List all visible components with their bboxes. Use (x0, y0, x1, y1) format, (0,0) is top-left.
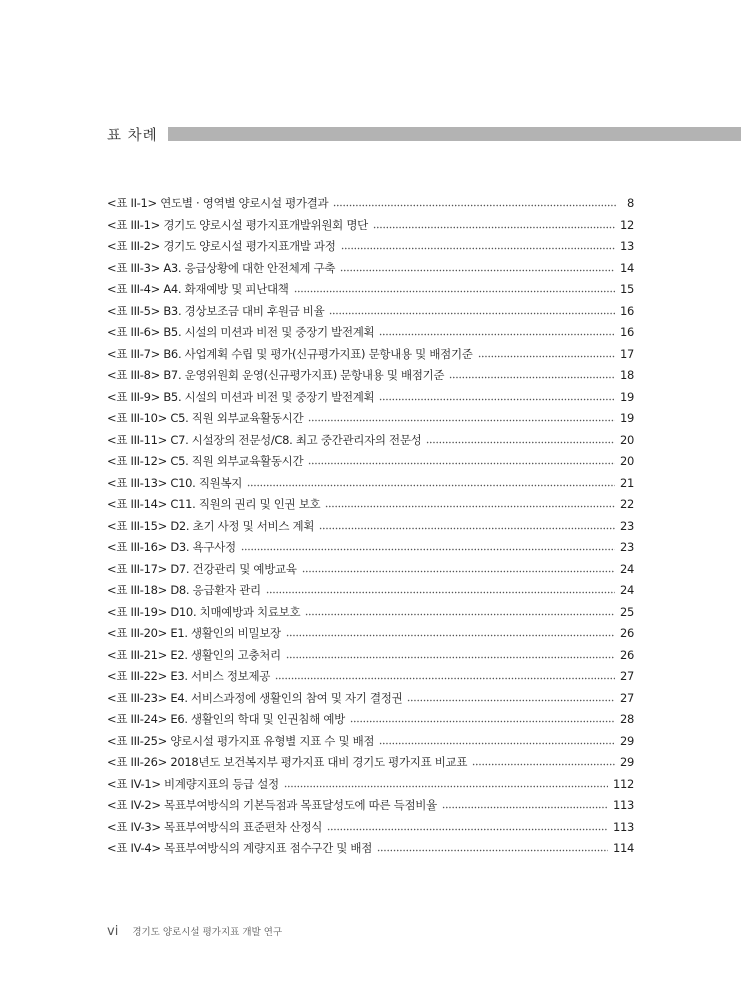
toc-entry[interactable] (107, 387, 634, 409)
toc-entry-label: <표 III-19> D10. 치매예방과 치료보호 (107, 604, 301, 619)
toc-dot-leader (294, 290, 615, 293)
toc-entry[interactable] (107, 408, 634, 430)
toc-entry-label: <표 III-1> 경기도 양로시설 평가지표개발위원회 명단 (107, 217, 368, 232)
toc-dot-leader (327, 828, 608, 831)
toc-entry[interactable] (107, 817, 634, 839)
toc-entry-label: <표 III-8> B7. 운영위원회 운영(신규평가지표) 문항내용 및 배점기준 (107, 368, 445, 382)
footer-document-title: 경기도 양로시설 평가지표 개발 연구 (132, 927, 283, 938)
page-header (107, 124, 741, 144)
toc-entry[interactable] (107, 473, 634, 495)
toc-entry-label: <표 III-16> D3. 욕구사정 (107, 540, 236, 554)
toc-entry-page-number: 24 (619, 583, 634, 597)
toc-entry[interactable] (107, 451, 634, 473)
toc-entry-page-number: 112 (612, 776, 634, 791)
toc-entry-page-number: 29 (619, 755, 634, 769)
toc-entry[interactable] (107, 795, 634, 817)
toc-entry[interactable] (107, 645, 634, 667)
toc-entry-label: <표 III-25> 양로시설 평가지표 유형별 지표 수 및 배점 (107, 733, 375, 748)
toc-entry[interactable] (107, 344, 634, 366)
toc-entry-page-number: 25 (619, 604, 634, 619)
toc-entry-label: <표 III-15> D2. 초기 사정 및 서비스 계획 (107, 518, 315, 533)
toc-entry-page-number: 17 (619, 346, 634, 361)
toc-entry-page-number: 15 (619, 282, 634, 296)
toc-entry-page-number: 27 (619, 690, 634, 705)
toc-dot-leader (319, 527, 615, 530)
toc-dot-leader (341, 247, 615, 250)
toc-entry-label: <표 III-24> E6. 생활인의 학대 및 인권침해 예방 (107, 712, 345, 726)
toc-entry-label: <표 III-10> C5. 직원 외부교육활동시간 (107, 411, 304, 425)
toc-entry-label: <표 III-6> B5. 시설의 미션과 비전 및 중장기 발전계획 (107, 325, 375, 339)
page-title: 표 차례 (107, 127, 158, 144)
toc-dot-leader (377, 849, 608, 852)
toc-entry-label: <표 III-20> E1. 생활인의 비밀보장 (107, 626, 281, 640)
title-rule-bar (168, 127, 741, 141)
toc-entry-label: <표 III-2> 경기도 양로시설 평가지표개발 과정 (107, 239, 336, 253)
toc-entry-page-number: 114 (612, 841, 634, 855)
toc-entry[interactable] (107, 258, 634, 280)
toc-dot-leader (308, 419, 615, 422)
toc-entry-page-number: 16 (619, 303, 634, 318)
toc-entry-page-number: 26 (619, 626, 634, 640)
toc-entry-label: <표 III-9> B5. 시설의 미션과 비전 및 중장기 발전계획 (107, 389, 375, 404)
toc-entry-label: <표 IV-4> 목표부여방식의 계량지표 점수구간 및 배점 (107, 841, 373, 855)
toc-entry-page-number: 23 (619, 518, 634, 533)
toc-entry-page-number: 28 (619, 712, 634, 726)
toc-entry[interactable] (107, 838, 634, 860)
toc-entry[interactable] (107, 623, 634, 645)
page-footer (107, 924, 282, 939)
toc-entry-page-number: 23 (619, 540, 634, 554)
toc-entry-page-number: 26 (619, 647, 634, 662)
toc-dot-leader (449, 376, 615, 379)
toc-entry-page-number: 12 (619, 217, 634, 232)
toc-entry-label: <표 III-26> 2018년도 보건복지부 평가지표 대비 경기도 평가지표 비교표 (107, 755, 468, 769)
toc-dot-leader (302, 570, 615, 573)
toc-entry[interactable] (107, 731, 634, 753)
toc-entry-label: <표 III-3> A3. 응급상황에 대한 안전체계 구축 (107, 260, 336, 275)
toc-dot-leader (305, 613, 615, 616)
toc-entry-page-number: 27 (619, 669, 634, 683)
toc-entry-page-number: 29 (619, 733, 634, 748)
toc-dot-leader (275, 677, 615, 680)
toc-dot-leader (379, 742, 615, 745)
toc-entry-label: <표 III-11> C7. 시설장의 전문성/C8. 최고 중간관리자의 전문성 (107, 432, 422, 447)
toc-entry-label: <표 III-18> D8. 응급환자 관리 (107, 583, 261, 597)
toc-entry-label: <표 III-14> C11. 직원의 권리 및 인권 보호 (107, 497, 321, 511)
toc-dot-leader (426, 441, 614, 444)
toc-dot-leader (340, 269, 615, 272)
toc-dot-leader (350, 720, 615, 723)
toc-entry[interactable] (107, 215, 634, 237)
footer-page-number: vi (107, 924, 119, 939)
toc-entry-label: <표 IV-1> 비계량지표의 등급 설정 (107, 776, 279, 791)
toc-dot-leader (373, 226, 615, 229)
toc-entry-page-number: 24 (619, 561, 634, 576)
toc-entry[interactable] (107, 580, 634, 602)
toc-entry-page-number: 19 (619, 389, 634, 404)
toc-entry[interactable] (107, 322, 634, 344)
toc-entry-page-number: 14 (619, 260, 634, 275)
toc-entry-page-number: 113 (612, 798, 634, 812)
toc-entry[interactable] (107, 516, 634, 538)
toc-entry-label: <표 IV-2> 목표부여방식의 기본득점과 목표달성도에 따른 득점비율 (107, 798, 437, 812)
toc-dot-leader (379, 333, 615, 336)
toc-entry[interactable] (107, 666, 634, 688)
toc-dot-leader (266, 591, 615, 594)
toc-entry-page-number: 21 (619, 475, 634, 490)
toc-dot-leader (478, 355, 615, 358)
toc-entry[interactable] (107, 559, 634, 581)
toc-dot-leader (407, 699, 615, 702)
toc-entry[interactable] (107, 537, 634, 559)
toc-entry-page-number: 20 (619, 432, 634, 447)
toc-entry-page-number: 113 (612, 819, 634, 834)
toc-dot-leader (333, 204, 617, 207)
toc-entry[interactable] (107, 752, 634, 774)
toc-entry[interactable] (107, 774, 634, 796)
toc-entry-label: <표 III-21> E2. 생활인의 고충처리 (107, 647, 281, 662)
toc-entry-page-number: 13 (619, 239, 634, 253)
toc-entry-page-number: 20 (619, 454, 634, 468)
toc-dot-leader (286, 656, 615, 659)
toc-entry-label: <표 II-1> 연도별 · 영역별 양로시설 평가결과 (107, 196, 329, 210)
table-of-contents-list (107, 193, 634, 860)
toc-entry-label: <표 III-12> C5. 직원 외부교육활동시간 (107, 454, 304, 468)
toc-entry[interactable] (107, 279, 634, 301)
toc-entry-page-number: 8 (626, 196, 634, 210)
toc-entry-label: <표 III-7> B6. 사업계획 수립 및 평가(신규평가지표) 문항내용 및 배점기준 (107, 346, 473, 361)
toc-dot-leader (379, 398, 615, 401)
toc-entry-page-number: 22 (619, 497, 634, 511)
toc-entry-label: <표 IV-3> 목표부여방식의 표준편차 산정식 (107, 819, 323, 834)
toc-entry[interactable] (107, 301, 634, 323)
toc-entry-label: <표 III-13> C10. 직원복지 (107, 475, 243, 490)
toc-entry-label: <표 III-5> B3. 경상보조금 대비 후원금 비율 (107, 303, 325, 318)
toc-entry[interactable] (107, 688, 634, 710)
toc-dot-leader (241, 548, 615, 551)
toc-dot-leader (284, 785, 608, 788)
toc-entry-page-number: 16 (619, 325, 634, 339)
toc-entry-label: <표 III-23> E4. 서비스과정에 생활인의 참여 및 자기 결정권 (107, 690, 403, 705)
toc-entry-page-number: 18 (619, 368, 634, 382)
toc-dot-leader (329, 312, 615, 315)
toc-dot-leader (325, 505, 615, 508)
toc-dot-leader (442, 806, 608, 809)
toc-entry[interactable] (107, 709, 634, 731)
toc-entry-page-number: 19 (619, 411, 634, 425)
toc-dot-leader (308, 462, 615, 465)
toc-entry-label: <표 III-4> A4. 화재예방 및 피난대책 (107, 282, 289, 296)
toc-dot-leader (247, 484, 615, 487)
toc-entry[interactable] (107, 365, 634, 387)
toc-entry[interactable] (107, 494, 634, 516)
toc-dot-leader (472, 763, 615, 766)
toc-dot-leader (286, 634, 615, 637)
toc-entry[interactable] (107, 602, 634, 624)
toc-entry-label: <표 III-17> D7. 건강관리 및 예방교육 (107, 561, 297, 576)
toc-entry[interactable] (107, 430, 634, 452)
toc-entry[interactable] (107, 193, 634, 215)
toc-entry[interactable] (107, 236, 634, 258)
toc-entry-label: <표 III-22> E3. 서비스 정보제공 (107, 669, 271, 683)
